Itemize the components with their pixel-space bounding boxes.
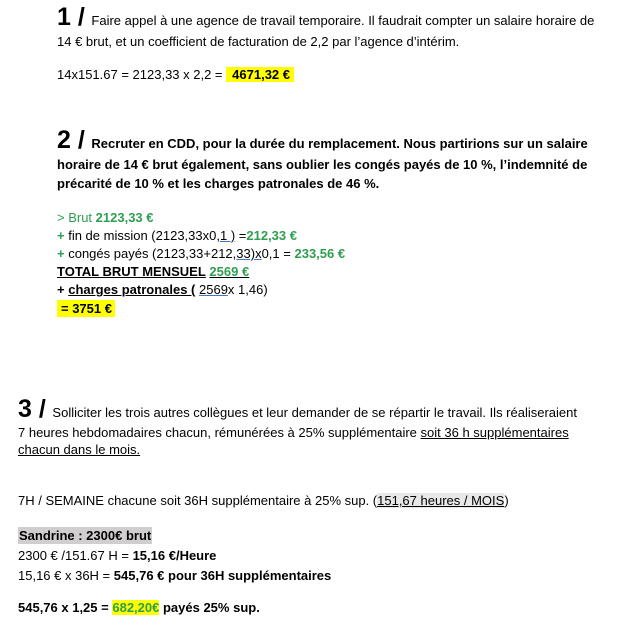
charges-line: [57, 281, 345, 299]
hourly-result: 15,16 €/Heure: [132, 548, 217, 563]
charges-pre: +: [57, 282, 69, 297]
section-2-breakdown: [57, 209, 345, 318]
weekly-underlined: 151,67 heures / MOIS: [377, 493, 505, 508]
final-line: [57, 300, 345, 318]
final-calc-value: 682,20€: [112, 600, 160, 615]
brut-value: 2123,33 €: [95, 210, 154, 225]
overtime-line: [18, 566, 331, 586]
charges-label: charges patronales (: [68, 282, 196, 297]
section-3-line-1: Solliciter les trois autres collègues et leur demander de se répartir le travail. Ils réaliseraient: [52, 405, 577, 420]
total-value: 2569 €: [209, 264, 250, 279]
cp-pre: congés payés (2123,33+212,: [68, 246, 237, 261]
section-2-line-3: précarité de 10 % et les charges patronales de 46 %.: [57, 176, 380, 191]
weekly-text: 7H / SEMAINE chacune soit 36H supplémentaire à 25% sup. (: [18, 493, 378, 508]
sandrine-label: Sandrine : 2300€ brut: [19, 528, 152, 543]
hourly-text: 2300 € /151.67 H =: [18, 548, 129, 563]
charges-underlined: 2569: [199, 282, 228, 297]
section-3-line-3: chacun dans le mois.: [18, 442, 141, 457]
overtime-text: 15,16 € x 36H =: [18, 568, 111, 583]
section-3-final-line: [18, 600, 260, 615]
section-1-line-1: Faire appel à une agence de travail temporaire. Il faudrait compter un salaire horaire de: [91, 13, 595, 28]
total-label: TOTAL BRUT MENSUEL: [57, 264, 206, 279]
section-1-number: 1 /: [57, 3, 85, 31]
section-2-line-1: Recruter en CDD, pour la durée du remplacement. Nous partirions sur un salaire: [91, 136, 588, 151]
section-3-number: 3 /: [18, 395, 46, 423]
section-2-number: 2 /: [57, 126, 85, 154]
section-3-line-2-underlined: soit 36 h supplémentaires: [420, 425, 569, 440]
conges-line: [57, 245, 345, 263]
fin-plus: +: [57, 228, 65, 243]
section-1-calculation: [57, 67, 294, 82]
section-1-result: 4671,32 €: [226, 67, 294, 82]
section-1-heading: [57, 3, 594, 32]
cp-post: 0,1 =: [261, 246, 291, 261]
sandrine-line: [18, 526, 331, 546]
cp-value: 233,56 €: [294, 246, 346, 261]
section-3-line-2: [18, 425, 569, 440]
brut-line: [57, 209, 345, 227]
section-3-line-2-text: 7 heures hebdomadaires chacun, rémunérées à 25% supplémentaire: [18, 425, 417, 440]
overtime-result: 545,76 € pour 36H supplémentaires: [113, 568, 332, 583]
total-line: [57, 263, 345, 281]
fin-value: 212,33 €: [246, 228, 297, 243]
final-calc-post: payés 25% sup.: [162, 600, 260, 615]
fin-mission-line: [57, 227, 345, 245]
section-2-line-2: horaire de 14 € brut également, sans oublier les congés payés de 10 %, l’indemnité de: [57, 157, 588, 172]
section-2-heading: [57, 126, 588, 155]
section-1-line-2: 14 € brut, et un coefficient de facturation de 2,2 par l’agence d’intérim.: [57, 34, 460, 49]
fin-pre: fin de mission (2123,33x0,: [68, 228, 220, 243]
weekly-hours-line: [18, 493, 509, 508]
cp-plus: +: [57, 246, 65, 261]
fin-post: =: [238, 228, 247, 243]
charges-post: x 1,46): [227, 282, 268, 297]
fin-underlined: 1 ): [219, 228, 236, 243]
final-calc-text: 545,76 x 1,25 =: [18, 600, 109, 615]
hourly-line: [18, 546, 331, 566]
cp-underlined: 33)x: [236, 246, 262, 261]
final-result: = 3751 €: [57, 300, 115, 317]
section-3-heading: [18, 395, 577, 424]
sandrine-calculation: [18, 526, 331, 586]
weekly-post: ): [504, 493, 509, 508]
section-1-calc-text: 14x151.67 = 2123,33 x 2,2 =: [57, 67, 223, 82]
brut-label: > Brut: [57, 210, 93, 225]
